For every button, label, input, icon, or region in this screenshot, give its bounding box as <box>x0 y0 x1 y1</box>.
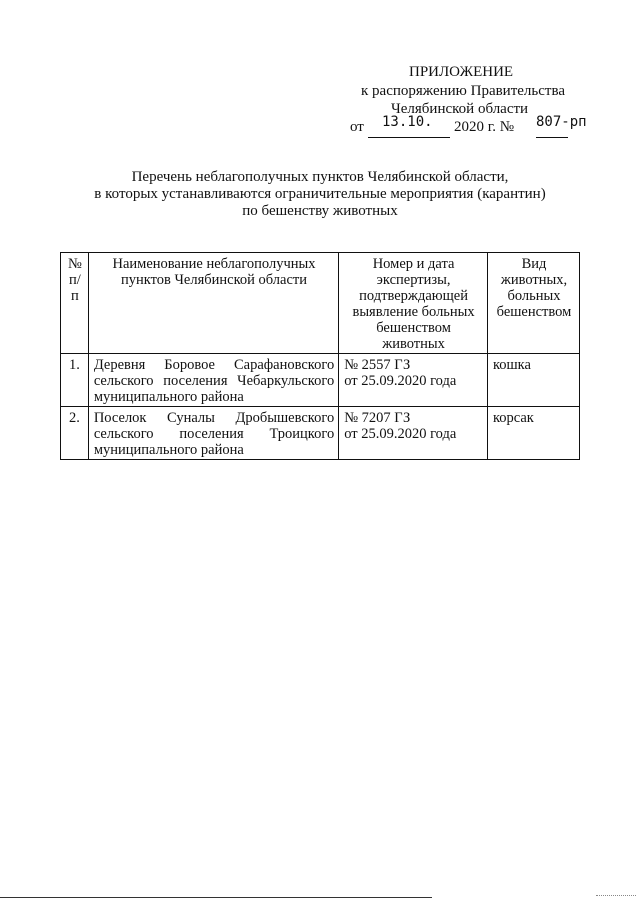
date-value: 13.10. <box>382 114 433 130</box>
year-label: 2020 г. № <box>454 119 515 135</box>
expertise-date: от 25.09.2020 года <box>344 426 457 442</box>
row-point-name: Поселок Суналы Дробышевского сельского поселения Троицкого муниципального района <box>88 407 338 460</box>
row-number: 1. <box>61 354 89 407</box>
row-number: 2. <box>61 407 89 460</box>
row-expertise <box>339 354 488 407</box>
table-row <box>61 354 580 407</box>
annex-title: ПРИЛОЖЕНИЕ <box>409 64 514 80</box>
expertise-date: от 25.09.2020 года <box>344 373 457 389</box>
heading-line-1: Перечень неблагополучных пунктов Челябинской области, <box>131 169 509 185</box>
table-header-row <box>61 253 580 354</box>
annex-date-row <box>350 116 590 143</box>
row-animal-kind: корсак <box>487 407 579 460</box>
annex-region-line: Челябинской области <box>391 101 529 117</box>
heading-line-3: по бешенству животных <box>242 203 398 219</box>
row-animal-kind: кошка <box>487 354 579 407</box>
heading-line-2: в которых устанавливаются ограничительные мероприятия (карантин) <box>94 186 546 202</box>
header-number: № п/п <box>61 253 89 354</box>
header-name: Наименование неблагополучных пунктов Челябинской области <box>88 253 338 354</box>
table-row <box>61 407 580 460</box>
expertise-number: № 2557 ГЗ <box>344 357 411 373</box>
annex-reference-line: к распоряжению Правительства <box>361 83 566 99</box>
document-heading <box>80 169 560 220</box>
header-animal-kind: Вид животных, больных бешенством <box>487 253 579 354</box>
row-expertise <box>339 407 488 460</box>
expertise-number: № 7207 ГЗ <box>344 410 411 426</box>
date-prefix: от <box>350 119 364 135</box>
page-footer-rule <box>0 897 432 898</box>
outbreak-points-table <box>60 252 580 460</box>
header-expertise: Номер и дата экспертизы, подтверждающей выявление больных бешенством животных <box>339 253 488 354</box>
annex-block <box>0 0 640 140</box>
page-footer-dots <box>596 895 636 896</box>
row-point-name: Деревня Боровое Сарафановского сельского поселения Чебаркульского муниципального района <box>88 354 338 407</box>
order-number: 807-рп <box>536 114 587 130</box>
